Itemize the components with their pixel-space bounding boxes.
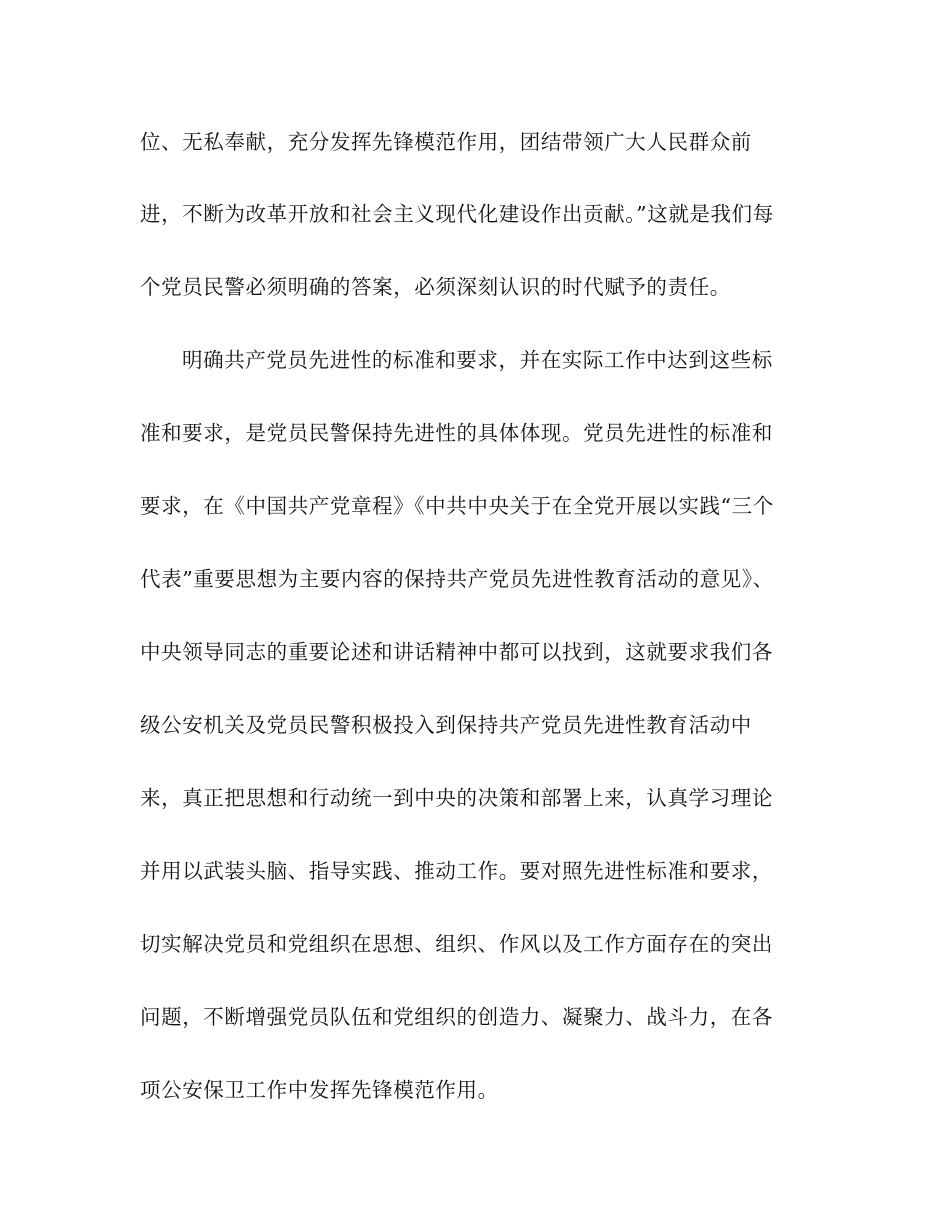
- text-line: 位、无私奉献，充分发挥先锋模范作用，团结带领广大人民群众前: [140, 130, 752, 154]
- text-line: 准和要求，是党员民警保持先进性的具体体现。党员先进性的标准和: [140, 421, 773, 445]
- text-line: 并用以武装头脑、指导实践、推动工作。要对照先进性标准和要求，: [140, 859, 773, 883]
- text-line: 代表”重要思想为主要内容的保持共产党员先进性教育活动的意见》、: [140, 567, 774, 591]
- text-line: 切实解决党员和党组织在思想、组织、作风以及工作方面存在的突出: [140, 932, 773, 956]
- text-line: 明确共产党员先进性的标准和要求，并在实际工作中达到这些标: [182, 348, 773, 372]
- text-line: 要求，在《中国共产党章程》《中共中央关于在全党开展以实践“三个: [140, 494, 774, 518]
- text-line: 进，不断为改革开放和社会主义现代化建设作出贡献。”这就是我们每: [140, 202, 774, 226]
- text-line: 来，真正把思想和行动统一到中央的决策和部署上来，认真学习理论: [140, 786, 773, 810]
- text-line: 问题，不断增强党员队伍和党组织的创造力、凝聚力、战斗力，在各: [140, 1005, 773, 1029]
- text-line: 级公安机关及党员民警积极投入到保持共产党员先进性教育活动中: [140, 713, 752, 737]
- text-line: 个党员民警必须明确的答案，必须深刻认识的时代赋予的责任。: [140, 275, 731, 299]
- text-line: 项公安保卫工作中发挥先锋模范作用。: [140, 1078, 499, 1102]
- text-line: 中央领导同志的重要论述和讲话精神中都可以找到，这就要求我们各: [140, 640, 773, 664]
